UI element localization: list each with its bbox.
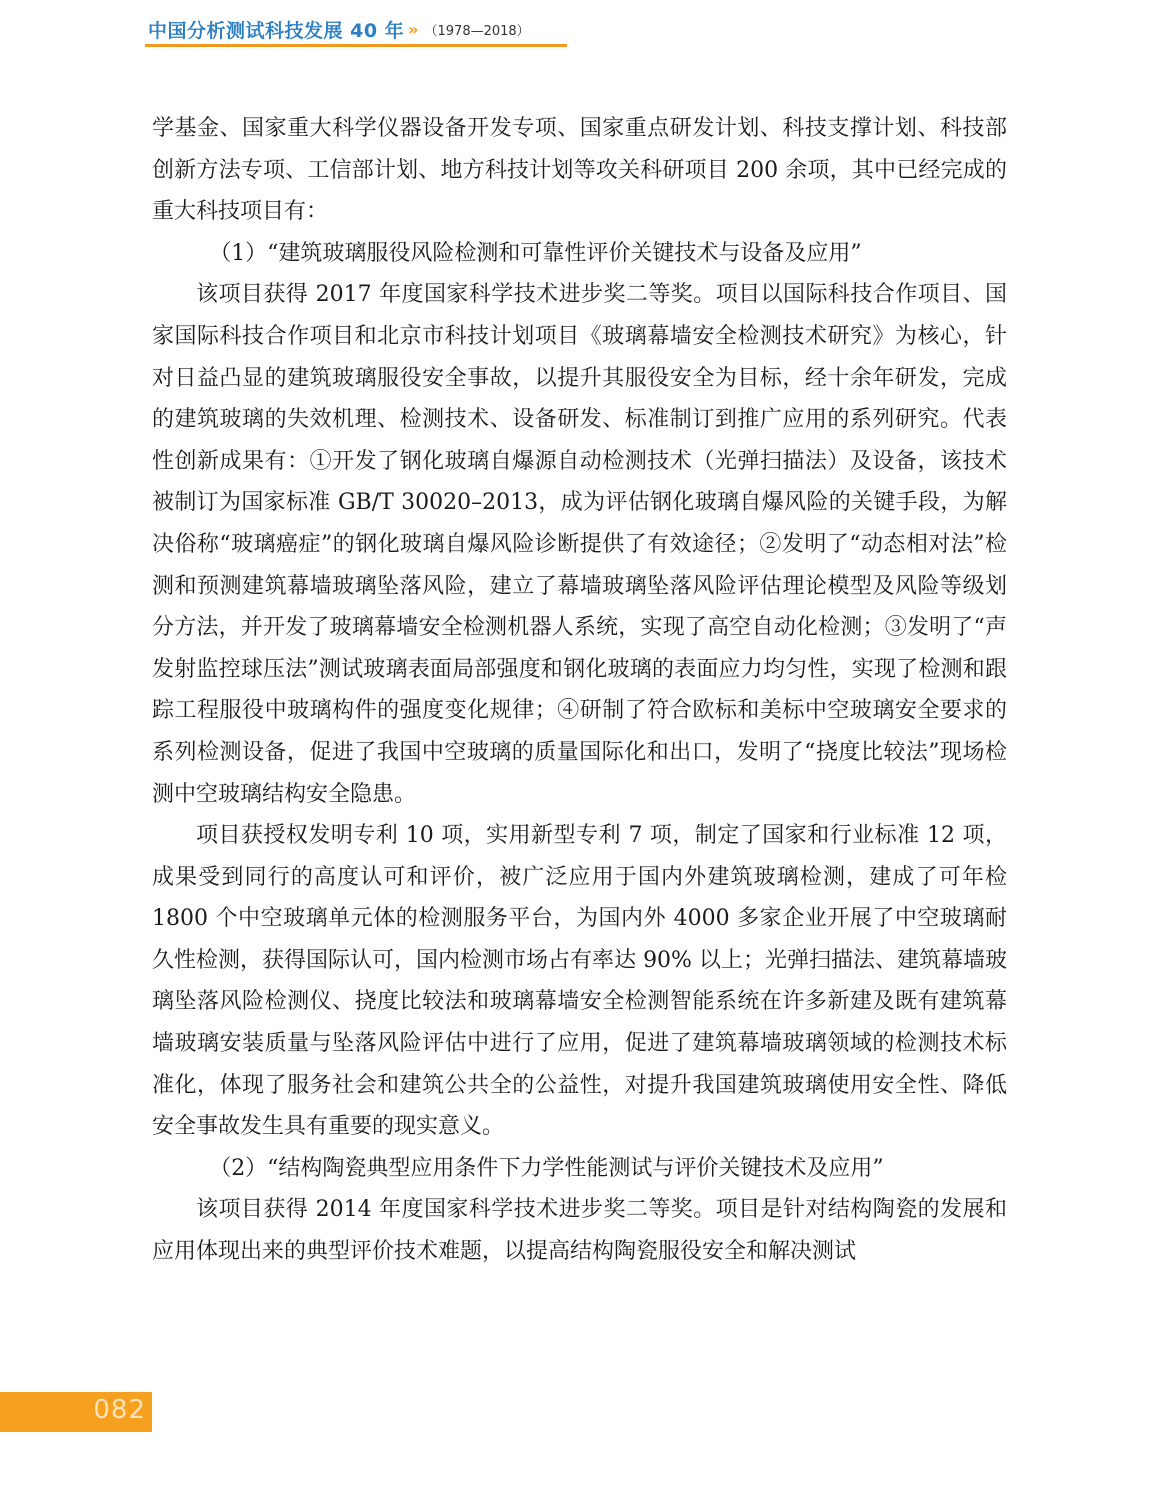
project-heading-2: （2）“结构陶瓷典型应用条件下力学性能测试与评价关键技术及应用” bbox=[209, 1155, 884, 1181]
page-number-tab bbox=[0, 1392, 152, 1432]
paragraph: 项目获授权发明专利 10 项，实用新型专利 7 项，制定了国家和行业标准 12 项，成果受到同行的高度认可和评价，被广泛应用于国内外建筑玻璃检测，建成了可年检 1800 个中空玻璃单元体的检测服务平台，为国内外 4000 多家企业开展了中空玻璃耐久性检测，获得国际认可，国内检测市场占有率达 90% 以上；光弹扫描法、建筑幕墙玻璃坠落风险检测仪、挠度比较法和玻璃幕墙安全检测智能系统在许多新建及既有建筑幕墙玻璃安装质量与坠落风险评估中进行了应用，促进了建筑幕墙玻璃领域的检测技术标准化，体现了服务社会和建筑公共全的公益性，对提升我国建筑玻璃使用安全性、降低安全事故发生具有重要的现实意义。 bbox=[152, 823, 1007, 1140]
year-range: （1978—2018） bbox=[424, 23, 530, 39]
running-header bbox=[148, 12, 568, 46]
project-heading-1: （1）“建筑玻璃服役风险检测和可靠性评价关键技术与设备及应用” bbox=[209, 240, 862, 266]
header-divider bbox=[145, 44, 567, 47]
paragraph-continuation: 学基金、国家重大科学仪器设备开发专项、国家重点研发计划、科技支撑计划、科技部创新方法专项、工信部计划、地方科技计划等攻关科研项目 200 余项，其中已经完成的重大科技项目有： bbox=[152, 116, 1007, 225]
page-number: 082 bbox=[93, 1395, 146, 1425]
paragraph: 该项目获得 2014 年度国家科学技术进步奖二等奖。项目是针对结构陶瓷的发展和应用体现出来的典型评价技术难题，以提高结构陶瓷服役安全和解决测试 bbox=[152, 1197, 1007, 1265]
paragraph: 该项目获得 2017 年度国家科学技术进步奖二等奖。项目以国际科技合作项目、国家国际科技合作项目和北京市科技计划项目《玻璃幕墙安全检测技术研究》为核心，针对日益凸显的建筑玻璃服役安全事故，以提升其服役安全为目标，经十余年研发，完成的建筑玻璃的失效机理、检测技术、设备研发、标准制订到推广应用的系列研究。代表性创新成果有：①开发了钢化玻璃自爆源自动检测技术（光弹扫描法）及设备，该技术被制订为国家标准 GB/T 30020–2013，成为评估钢化玻璃自爆风险的关键手段，为解决俗称“玻璃癌症”的钢化玻璃自爆风险诊断提供了有效途径；②发明了“动态相对法”检测和预测建筑幕墙玻璃坠落风险，建立了幕墙玻璃坠落风险评估理论模型及风险等级划分方法，并开发了玻璃幕墙安全检测机器人系统，实现了高空自动化检测；③发明了“声发射监控球压法”测试玻璃表面局部强度和钢化玻璃的表面应力均匀性，实现了检测和跟踪工程服役中玻璃构件的强度变化规律；④研制了符合欧标和美标中空玻璃安全要求的系列检测设备，促进了我国中空玻璃的质量国际化和出口，发明了“挠度比较法”现场检测中空玻璃结构安全隐患。 bbox=[152, 282, 1007, 807]
double-chevron-icon: » bbox=[408, 19, 419, 39]
book-title: 中国分析测试科技发展 40 年 bbox=[148, 19, 405, 42]
body-text bbox=[152, 108, 1007, 1273]
